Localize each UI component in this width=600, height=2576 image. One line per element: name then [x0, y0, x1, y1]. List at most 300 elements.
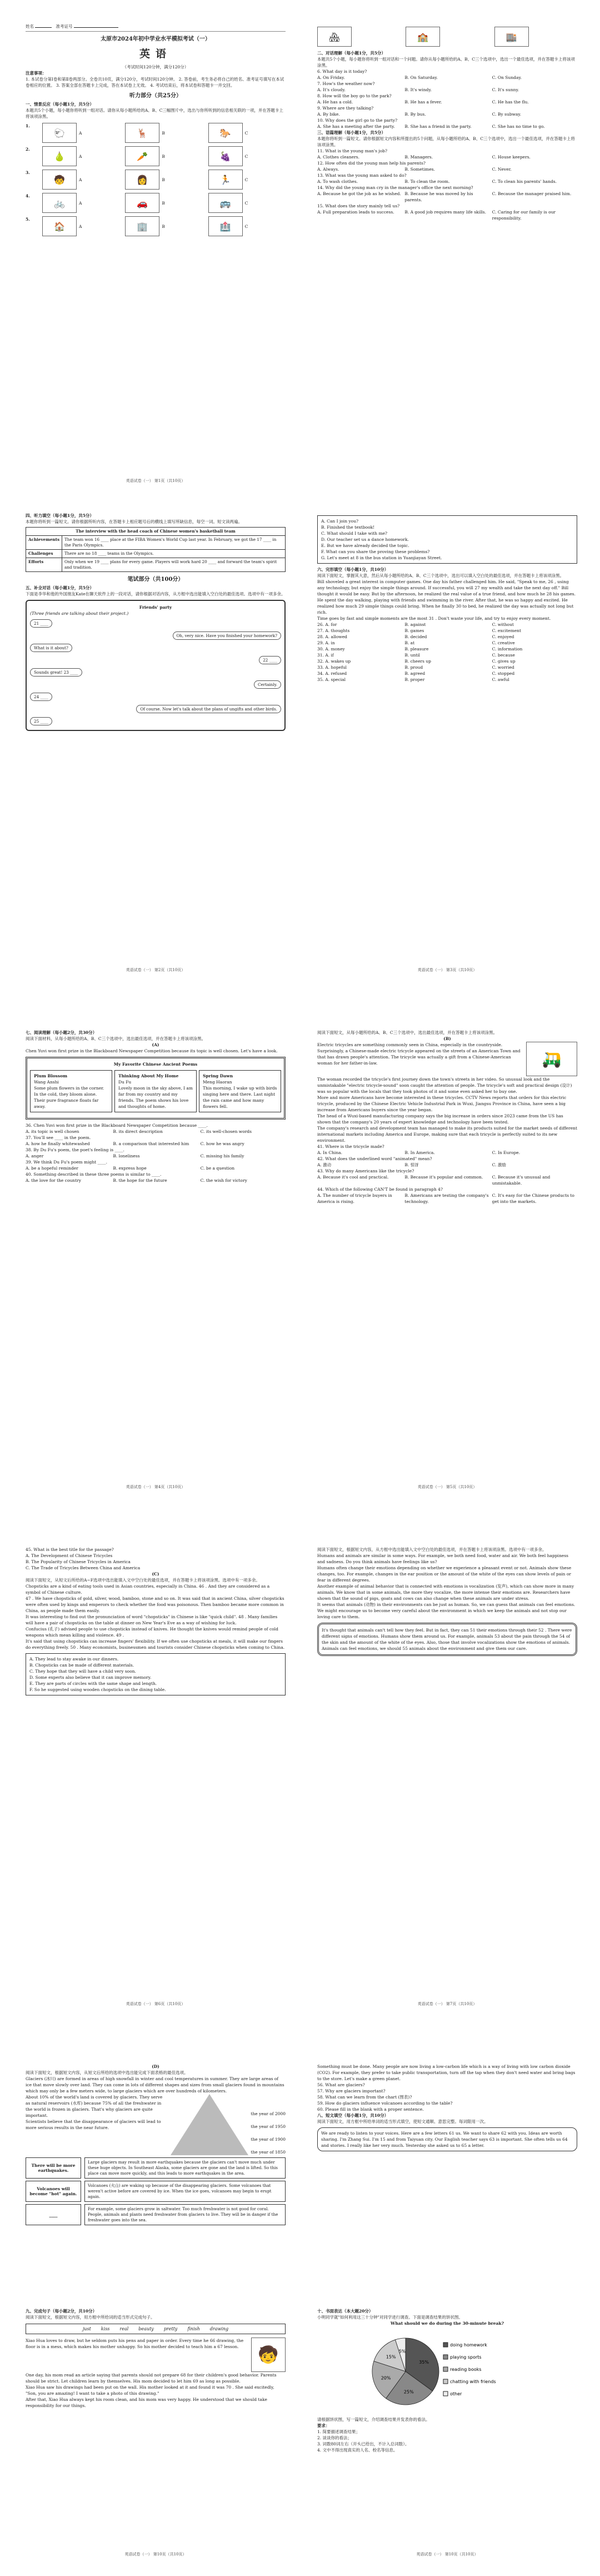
effect-label: Volcanoes will become "hot" again.	[26, 2181, 81, 2202]
option: B. its direct description	[113, 1129, 163, 1134]
page-footer: 英语试卷（一） 第1页（共10页）	[126, 479, 186, 483]
option: A. Because it's cool and practical.	[317, 1175, 389, 1180]
reading-questions	[26, 1122, 286, 1183]
option: C. stopped	[492, 671, 515, 676]
question-options	[317, 166, 577, 172]
option: 32. A. wakes up	[317, 659, 351, 664]
summary-text: It's thought that animals can't tell how they feel. But in fact, they can 51 their emotions through their 52 . There were different signs of emotions. Humans show them around us. For example, animals 53 about the pain through the 54 of the skin and the amount of the white of the eyes. Also, those that involve vocalizations show the emotions of animals. Animals can feel emotions, we should 55 animals about the environment and give them our care.	[322, 1628, 572, 1651]
section-2-instructions: 本题共5个小题，每小题你将听到一组对话和一个问题。请你从每小题所给的A、B、C三个选项中，选出一个最佳选项，并在答题卡上将该项涂黑。	[317, 57, 575, 68]
option: A. anger	[26, 1153, 44, 1158]
option: C. It's easy for the Chinese products to get into the markets.	[492, 1193, 574, 1204]
picture-option	[208, 123, 286, 143]
exam-page-7	[11, 1534, 300, 2012]
question-text: 60. Please fill in the blank with a proper sentence.	[317, 2107, 424, 2112]
question-text: 10. Why does the girl go to the party?	[317, 118, 398, 123]
section-3-instructions: 本题你将听到一篇短文。请你根据短文内容和所提出的5个问题，从每小题所给的A、B、C三个选项中，选出一个最佳选项，并在答题卡上将该项涂黑。	[317, 136, 575, 147]
newspaper-frame	[26, 1057, 286, 1120]
passage-intro: Chen Yuvi won first prize in the Blackboard Newspaper Competition because its topic is well chosen. Let's have a look.	[26, 1048, 278, 1053]
option-sentence: C. What should I take with me?	[321, 531, 388, 536]
option-letter: A	[79, 130, 82, 136]
section-9-instructions: 阅读下面短文，根据短文内容，用方框中所给词的适当形式完成句子。	[26, 2315, 155, 2320]
option: 33. A. hopeful	[317, 665, 347, 670]
question-text: 14. Why did the young man cry in the manager's office the next morning?	[317, 185, 473, 190]
chat-line	[30, 653, 281, 665]
option-image: 🏢	[125, 216, 159, 236]
chat-bubble: 25 ____	[30, 717, 52, 725]
poem-author: Meng Haoran	[203, 1080, 232, 1085]
pie-value-label: 35%	[419, 2360, 429, 2365]
question-options	[317, 123, 577, 130]
glacier-effect-row	[26, 2181, 286, 2202]
cloze-choice-row	[317, 628, 577, 634]
option: A. how he finally whitewashed	[26, 1141, 90, 1146]
glacier-pyramid-graphic	[171, 2094, 248, 2155]
option: 35. A. special	[317, 677, 346, 682]
option-sentence: F. What can you share the proving these problems?	[321, 549, 430, 554]
chat-bubble: Oh, very nice. Have you finished your homework?	[173, 631, 281, 640]
section-6-title: 六、完形填空（每小题1分，共10分）	[317, 567, 389, 572]
option: B. agreed	[404, 671, 426, 676]
option: B. 惊讶	[404, 1162, 419, 1167]
cloze-paragraph: Time goes by fast and simple moments are the most 31 . Don't waste your life, and try to enjoy every moment.	[317, 616, 551, 621]
summary-box	[317, 1623, 577, 1656]
option-sentence: C. They hope that they will have a child very soon.	[29, 1669, 136, 1674]
question-text: 40. Something described in these three poems is similar to ____.	[26, 1172, 162, 1177]
option: 30. A. money	[317, 647, 345, 652]
option-letter: B	[162, 223, 165, 229]
poem-text: Some plum flowers in the corner. In the cold, they bloom alone. Their pure fragrance floats far away.	[34, 1086, 104, 1109]
option: B. Because he was moved by his parents.	[404, 191, 473, 202]
question-options	[317, 1162, 577, 1168]
short-answer-questions	[317, 2082, 577, 2112]
picture-option	[125, 146, 202, 166]
option-image: 🏥	[208, 216, 243, 236]
section-1-instructions: 本题共5个小题，每小题你将听到一组对话。请你从每小题所给的A、B、C三幅图片中，选出与你所听到的信息相关联的一项，并在答题卡上将该项涂黑。	[26, 108, 283, 119]
passage-paragraph: After that, Xiao Hua always kept his room clean, and his mom was very happy. He understood that we should take responsibility for our things.	[26, 2397, 267, 2408]
question-text: 58. What can we learn from the chart (图表)?	[317, 2095, 412, 2100]
section-5-title: 五、补全对话（每小题1分，共5分）	[26, 585, 94, 590]
chat-line	[30, 629, 281, 641]
picture-question-row	[26, 146, 286, 166]
glacier-effect-row	[26, 2204, 286, 2225]
chat-bubble: What is it about?	[30, 644, 72, 652]
question-text: 36. Chen Yuvi won first prize in the Blackboard Newspaper Competition because ____.	[26, 1123, 208, 1128]
option: C. Caring for our family is our responsibility.	[492, 210, 556, 221]
option-sentence: D. Our teacher set us a dance homework.	[321, 537, 409, 542]
question-options	[26, 1165, 286, 1171]
option-letter: B	[162, 200, 165, 206]
subject-title: 英语	[139, 48, 172, 60]
option: C. how he was angry	[200, 1141, 244, 1146]
passage-paragraph: Humans often change their emotions depending on whether we experience a pleasant event or not. Animals show these changes, too. For example, changes in the ear position or the amount of the white of the eyes can show levels of pain or fear in different degrees.	[317, 1565, 572, 1583]
passage-intro: 阅读下面短文，根据短文内容，从方框中选出能填入文中空白处的最佳选项，并在答题卡上将该项涂黑。选项中有一项多余。	[317, 1547, 547, 1552]
poem-title: Plum Blossom	[34, 1073, 68, 1078]
passage-intro: 阅读下面短文，从短文后所给的A~F选项中选出能填入文中空白处的最佳选项，并在答题卡上将该项涂黑。选项中有一项多余。	[26, 1578, 260, 1583]
option: B. decided	[404, 634, 427, 639]
option: B. the hope for the future	[113, 1178, 167, 1183]
requirement-item: 2. 谈谈你的看法；	[317, 2435, 352, 2440]
passage-paragraph: Chopsticks are a kind of eating tools used in Asian countries, especially in China. 46 . And they are considered as a symbol of Chinese culture.	[26, 1584, 270, 1595]
pie-value-label: 20%	[381, 2375, 391, 2381]
passage-paragraph: It's said that using chopsticks can increase fingers' flexibility. If we often use chopsticks at meals, it will make our fingers do everything freely. 50 . Many economists, businessmen and tourists consider Chinese chopsticks when coming to China.	[26, 1639, 285, 1650]
section-8-title: 八、短文填空（每小题1分，共10分）	[317, 2113, 389, 2118]
option-sentence: B. Chopsticks can be made of different materials.	[29, 1663, 134, 1668]
option-image: 🚲	[42, 193, 77, 213]
question-text: 15. What does the story mainly tell us?	[317, 203, 400, 208]
option: A. the love for the country	[26, 1178, 81, 1183]
cloze-choice-row	[317, 640, 577, 646]
option: A. 激动	[317, 1162, 332, 1167]
pie-legend-swatch	[443, 2379, 448, 2384]
question-options	[26, 1141, 286, 1147]
effect-content: For example, some glaciers grow in saltwater. Too much freshwater is not good for coral. People, animals and plants need freshwater from glaciers to live. They will be in danger if the freshwater goes into the sea.	[84, 2204, 286, 2225]
word-bank-item: drawing	[209, 2326, 229, 2331]
option: A. It's cloudy.	[317, 87, 346, 92]
requirements-list	[317, 2429, 577, 2453]
question-options	[317, 191, 577, 203]
option: B. games	[404, 628, 424, 633]
option: C. Because the manager praised him.	[492, 191, 572, 196]
passage-paragraph: It seems that animals (动物) in their environments can be just as human. So, we can guess that animals can feel emotions. We might encourage us to become very careful about the environment in which we keep the animals and not stop our loving care to them.	[317, 1602, 576, 1619]
option: B. The Popularity of Chinese Tricycles in America	[26, 1559, 131, 1564]
exam-page-3	[11, 500, 300, 978]
picture-option	[125, 216, 202, 236]
pie-legend-swatch	[443, 2391, 448, 2396]
effect-label: ____	[26, 2204, 81, 2225]
chat-line	[30, 690, 281, 702]
option-image: 🐎	[208, 123, 243, 143]
option: 26. A. for	[317, 622, 337, 627]
passage-paragraph: Another example of animal behavior that is connected with emotions is vocalization (发声), which can show more in many animals. We know that in some animals, the more they vocalize, the more intense their emotions are. Researchers have shown that the sound of pigs, goats and cows can also change when these animals are under stress.	[317, 1584, 574, 1601]
option: 27. A. thoughts	[317, 628, 350, 633]
option: A. The Development of Chinese Tricycles	[26, 1553, 113, 1558]
picture-option	[42, 216, 119, 236]
row-content: Only when we 19 ____ plans for every game. Players will work hard 20 ____ and forward the team's spirit and tradition.	[62, 558, 286, 572]
glacier-effects-table	[26, 2157, 286, 2225]
option: A. Because he got the job as he wished.	[317, 191, 401, 196]
section-2-title: 二、对话理解（每小题1分，共5分）	[317, 51, 386, 56]
cloze-choice-row	[317, 646, 577, 652]
option-image: 🚗	[125, 193, 159, 213]
question-options	[317, 74, 577, 81]
option: A. Full preparation leads to success.	[317, 210, 394, 215]
pie-legend-label: other	[450, 2391, 462, 2396]
option-image: 🚌	[208, 193, 243, 213]
written-title: 笔试部分（共100分）	[127, 576, 184, 583]
boy-drawing-image: 🧒	[251, 2338, 286, 2372]
pie-legend-label: chatting with friends	[450, 2379, 496, 2384]
option-letter: C	[244, 223, 248, 229]
cloze-choice-row	[317, 664, 577, 670]
option: B. Because it's popular and common.	[404, 1175, 483, 1180]
section-1-title: 一、情景反应（每小题1分，共5分）	[26, 102, 94, 107]
option: C. excitement	[492, 628, 522, 633]
cloze-choice-row	[317, 658, 577, 664]
option: B. By bus.	[404, 112, 426, 117]
section-10-instructions: 小明同学就"如何利用这三十分钟"对同学进行调查。下面是调查结果的饼状图。	[317, 2315, 463, 2320]
option-letter: B	[162, 177, 165, 182]
option-sentence: E. But we have already decided the topic.	[321, 543, 409, 548]
picture-option	[208, 193, 286, 213]
question-options	[317, 209, 577, 221]
passage-paragraph: 47 . We have chopsticks of gold, silver, wood, bamboo, stone and so on. It was said that in ancient China, silver chopsticks were often used by kings and emperors to check whether the food was poisonous. Then bamboo became more common in China, as people made them easily.	[26, 1596, 284, 1613]
poem-author: Wang Anshi	[34, 1080, 59, 1085]
passage-paragraph: One day, his mom read an article saying that parents should not prepare 68 for their children's good behavior. Parents should be strict. Let children learn by themselves. His mom decided to let him 69 as long as possible.	[26, 2373, 277, 2384]
passage-intro: 阅读下面短文，从每小题所给的A、B、C三个选项中，选出最佳选项，并在答题卡上将该项涂黑。	[317, 1030, 498, 1035]
passage-questions	[317, 148, 577, 221]
option: B. To clean the room.	[404, 179, 450, 184]
glacier-effect-row	[26, 2157, 286, 2179]
question-text: 59. How do glaciers influence volcanoes according to the table?	[317, 2101, 453, 2106]
requirement-item: 3. 词数80词左右（开头已给出，不计入总词数）。	[317, 2441, 409, 2446]
option: C. 激励	[492, 1162, 506, 1167]
letter-text: We are ready to listen to your voices. Here are a few letters 61 us. We want to share 62 with you. Ideas are worth sharing. I'm Zhang Sui. I'm 15 and from Taiyuan city. Our English teacher says 63 is important. She often tells us 64 and stories. I really like her very much. Yesterday she asked us to 65 a letter.	[321, 2131, 568, 2148]
poem-card	[114, 1070, 197, 1112]
question-options	[317, 178, 577, 185]
notes-title: 注意事项：	[26, 71, 47, 76]
option-image: 🏫	[406, 27, 440, 47]
option-letter: C	[244, 130, 248, 136]
word-bank-item: pretty	[163, 2326, 178, 2331]
option: B. express hope	[113, 1166, 147, 1171]
option-image: 👩	[125, 170, 159, 190]
picture-option	[42, 146, 119, 166]
option: B. proud	[404, 665, 423, 670]
requirement-item: 1. 简要描述调查结果；	[317, 2429, 361, 2434]
option-image: 🍐	[42, 146, 77, 166]
question-text: 13. What was the young man asked to do?	[317, 173, 407, 178]
cloze-choice-row	[317, 670, 577, 677]
table-row	[26, 550, 286, 558]
passage-paragraph: The company's research and development team has managed to make its products suited for the market needs of different international markets including America and Europe, making sure that each tricycle is perfectly suited to its new environment.	[317, 1126, 577, 1143]
question-text: 9. Where are they talking?	[317, 106, 374, 111]
option: C. its well-chosen words	[200, 1129, 252, 1134]
effect-label: There will be more earthquakes.	[26, 2157, 81, 2179]
page-footer: 英语试卷（一） 第6页（共10页）	[126, 2002, 186, 2006]
passage-paragraph: Scientists believe that the disappearance of glaciers will lead to more serious results in the near future.	[26, 2119, 161, 2130]
question-options	[26, 1128, 286, 1135]
question-text: 12. How often did the young man help his parents?	[317, 161, 426, 166]
option: B. at	[404, 640, 415, 645]
option: A. The number of tricycle buyers in America is rising.	[317, 1193, 392, 1204]
passage-paragraph: The head of a Wuxi-based manufacturing company says the big increase in orders since 2023 came from the US has shown that the company's 20 years of expert knowledge and technology have been tested.	[317, 1113, 563, 1125]
section-9-title: 九、完成句子（每小题2分，共10分）	[26, 2309, 97, 2314]
exam-page-5	[11, 1017, 300, 1495]
notes-text: 1. 本试卷分第Ⅰ卷和第Ⅱ卷两部分。全卷共10页，满分120分，考试时间120分钟。 2. 答卷前，考生务必将自己的姓名、准考证号填写在本试卷相应的位置。 3. 答案全部在答题卡上完成，答在本试卷上无效。 4. 考试结束后，将本试卷和答题卡一并交回。	[26, 77, 284, 88]
option: C. enjoyed	[492, 634, 514, 639]
passage-label: (B)	[443, 1036, 451, 1041]
word-bank-item: real	[119, 2326, 129, 2331]
option: B. until	[404, 653, 421, 658]
option: 34. A. refused	[317, 671, 347, 676]
option: A. On Friday.	[317, 75, 345, 80]
pie-chart	[364, 2330, 531, 2413]
page-footer: 英语试卷（一） 第5页（共10页）	[417, 1485, 477, 1489]
question-text: 8. How will the boy go to the park?	[317, 93, 392, 98]
option: 31. A. if	[317, 653, 334, 658]
option: C. Because it's unusual and unmistakable.	[492, 1175, 551, 1186]
pie-legend-label: doing homework	[450, 2343, 487, 2348]
row-header: Achievements	[26, 536, 62, 550]
question-text: 44. Which of the following CAN'T be found in paragraph 4?	[317, 1187, 443, 1192]
effect-content: Volcanoes (火山) are waking up because of the disappearing glaciers. Some volcanoes that weren't active before are covered by ice. When the ice goes, volcanoes may begin to erupt again.	[84, 2181, 286, 2202]
pie-value-label: 25%	[403, 2389, 414, 2395]
passage-intro: 阅读下面短文，根据短文内容，从短文后所给的选项中选出能完成下面表格的最佳选项。	[26, 2070, 188, 2075]
option: C. awful	[492, 677, 509, 682]
passage-paragraph: The woman recorded the tricycle's first journey down the town's streets in her video. So unusual look and the unmistakable "electric tricycle-sound" soon caught the attention of people. The tricycle's soft and practical design (设计) was so popular with the locals that they took photos of it and some even asked her to buy one.	[317, 1077, 572, 1094]
tricycle-image: 🛺	[526, 1042, 577, 1076]
option: A. In China.	[317, 1150, 343, 1155]
chat-line	[30, 678, 281, 690]
section-10-title: 十、书面表达（本大题20分）	[317, 2309, 373, 2314]
listening-title: 听力部分（共25分）	[129, 93, 182, 99]
row-header: Challenges	[26, 550, 62, 558]
option-letter: A	[79, 177, 82, 182]
option: C. gives up	[492, 659, 516, 664]
poem-title: Thinking About My Home	[118, 1073, 179, 1078]
cloze-choice-row	[317, 677, 577, 683]
word-bank-item: beauty	[138, 2326, 154, 2331]
pie-legend-swatch	[443, 2355, 448, 2359]
passage-paragraph: Xiao Hua loves to draw, but he seldom puts his pens and paper in order. Every time he 66 drawing, the floor is in a mess, which makes his mother unhappy. So his mother decided to teach him a 67 lesson.	[26, 2338, 244, 2349]
chat-line	[30, 641, 281, 653]
option: B. A good job requires many life skills.	[404, 210, 487, 215]
option-letter: C	[244, 200, 248, 206]
option: B. In America.	[404, 1150, 435, 1155]
question-text: 57. Why are glaciers important?	[317, 2088, 386, 2093]
option-image: 🏘	[317, 27, 352, 47]
word-bank	[26, 2324, 286, 2334]
option: B. Americans are testing the company's technology.	[404, 1193, 489, 1204]
option-image: 🧒	[42, 170, 77, 190]
cloze-paragraph: He spent the day walking, playing with friends and swimming in the river. After that, he was so happy and excited. He realized how much 29 simple things could bring. When he finally 30 to bed, he realized the day was actually not long but rich.	[317, 598, 574, 615]
cloze-paragraph: Bill shoveled a great interest in computer games. One day his father challenged him. He said, "Speak to me, 26 , using any technology, but enjoy the simple things around. If successful, you will 27 my wealth and take the next day off." Bill thought it would be easy. But by the afternoon, he realized the real value of a true friend, and how much he 28 his games.	[317, 579, 576, 596]
section-7-instructions: 阅读下面材料，从每小题所给的A、B、C三个选项中，选出最佳选项，并在答题卡上将该项涂黑。	[26, 1036, 206, 1041]
option: B. cheers up	[404, 659, 431, 664]
pie-value-label: 5%	[398, 2349, 406, 2354]
chat-header: (Three friends are talking about their project.)	[30, 611, 129, 616]
question-options	[317, 87, 577, 93]
option: C. Never.	[492, 167, 512, 172]
chat-line	[30, 702, 281, 714]
option-letter: B	[162, 153, 165, 159]
picture-option	[42, 193, 119, 213]
word-bank-item: just	[82, 2326, 91, 2331]
question-text: 6. What day is it today?	[317, 69, 367, 74]
page-footer: 英语试卷（一） 第4页（共10页）	[126, 1485, 186, 1489]
question-text: 11. What is the young man's job?	[317, 148, 387, 153]
row-content: There are no 18 ____ teams in the Olympics.	[62, 550, 286, 558]
option: C. the wish for victory	[200, 1178, 247, 1183]
question-options	[317, 1192, 577, 1205]
picture-option	[42, 123, 119, 143]
option-image: 🏠	[42, 216, 77, 236]
question-options	[317, 1174, 577, 1186]
option: C. House keepers.	[492, 155, 531, 160]
pie-legend-label: reading books	[450, 2367, 482, 2372]
newspaper-title: My Favorite Chinese Ancient Poems	[113, 1062, 198, 1067]
question-text: 42. What does the underlined word "animated" mean?	[317, 1156, 432, 1161]
candidate-info-line: 姓名 准考证号	[26, 23, 286, 32]
picture-option	[208, 170, 286, 190]
writing-intro: 请根据饼状图，写一篇短文，介绍调查结果并发表你的看法。	[317, 2417, 430, 2422]
option-image: 🏃	[208, 170, 243, 190]
option-sentence: A. They lead to stay awake in our dinners.	[29, 1657, 119, 1662]
chat-bubble: Certainly.	[254, 680, 281, 689]
section-6-instructions: 阅读下面短文，掌握其大意，然后从每小题所给的A、B、C三个选项中，选出可以填入空白处的最佳选项，并在答题卡上将该项涂黑。	[317, 573, 564, 578]
exam-page-2	[303, 11, 592, 489]
question-options	[26, 1177, 286, 1183]
option-image: 🦌	[125, 123, 159, 143]
option: A. its topic is well chosen	[26, 1129, 79, 1134]
question-options	[317, 111, 577, 117]
option: B. a comparison that interested him	[113, 1141, 189, 1146]
option-image: 🍇	[208, 146, 243, 166]
option-sentence: F. So he suggested using wooden chopsticks on the dining table.	[29, 1687, 166, 1692]
passage-paragraph: Xiao Hua saw his drawings had been put on the wall. His mother looked at it and found it was 70 . She said excitedly, "Son, you are amazing! I want to take a photo of this drawing."	[26, 2385, 274, 2396]
option: 28. A. allowed	[317, 634, 347, 639]
option-sentence: A. Can I join you?	[321, 519, 359, 524]
pyramid-label: the year of 1900	[251, 2137, 286, 2142]
cloze-choice-row	[317, 634, 577, 640]
question-number: 4.	[26, 193, 30, 198]
option-image: 🐑	[42, 123, 77, 143]
reading-questions	[317, 1143, 577, 1205]
poem-card	[199, 1070, 281, 1112]
exam-page-6	[303, 1017, 592, 1495]
q5-pictures	[317, 27, 577, 47]
chat-bubble: Of course. Now let's talk about the plans of ungifts and other birds.	[136, 705, 281, 713]
option: A. She has a meeting after the party.	[317, 124, 395, 129]
question-options	[317, 99, 577, 105]
option: B. against	[404, 622, 426, 627]
question-text: 41. Where is the tricycle made?	[317, 1144, 384, 1149]
table-row	[26, 536, 286, 550]
option: B. He has a fever.	[404, 100, 442, 105]
pie-legend-label: playing sports	[450, 2355, 482, 2360]
question-text: 37. You'll see ____ in the poem.	[26, 1135, 91, 1140]
dialogue-questions	[317, 68, 577, 130]
section-4-instructions: 本题你将听到一篇短文。请你根据所听内容，在答题卡上相应题号后的横线上填写所缺信息，每空一词。短文读两遍。	[26, 519, 242, 524]
picture-question-row	[26, 193, 286, 213]
page-footer: 英语试卷（一） 第3页（共10页）	[417, 968, 477, 972]
time-note: （考试时间120分钟，满分120分）	[122, 64, 189, 69]
option: C. because	[492, 653, 515, 658]
picture-option	[208, 146, 286, 166]
passage-paragraph: It was interesting to find out the pronunciation of word "chopsticks" in Chinese is like "quick child". 48 . Many families will have a pair of chopsticks on the table at dinner on New Year's Eve as a way of wishing for luck.	[26, 1614, 278, 1625]
table-row	[26, 558, 286, 572]
pyramid-label: the year of 2000	[251, 2111, 286, 2116]
section-3-title: 三、语篇理解（每小题1分，共5分）	[317, 130, 386, 135]
question-text: 7. How's the weather now?	[317, 81, 375, 86]
chat-bubble: 22 ____	[259, 656, 281, 664]
exam-page-12	[303, 2296, 592, 2563]
section-8-instructions: 阅读下面短文，用方框中所给单词的适当形式填空，使短文通顺、意思完整。每词限用一次。	[317, 2119, 488, 2124]
picture-question-row	[26, 216, 286, 236]
option-letter: C	[244, 177, 248, 182]
poem-author: Du Fu	[118, 1080, 132, 1085]
section-4-title: 四、听力填空（每小题1分，共5分）	[26, 513, 94, 518]
chat-line	[30, 714, 281, 727]
passage-paragraph: Humans and animals are similar in some ways. For example, we both need food, water and air. We both feel happiness and sadness. Do you think animals have feelings like us?	[317, 1553, 568, 1564]
word-bank-item: kiss	[101, 2326, 110, 2331]
page-footer: 英语试卷（一） 第2页（共10页）	[126, 968, 186, 972]
option: C. information	[492, 647, 523, 652]
word-bank-item: finish	[187, 2326, 200, 2331]
picture-question-row	[26, 123, 286, 143]
row-header: Efforts	[26, 558, 62, 572]
option: C. missing his family	[200, 1153, 244, 1158]
